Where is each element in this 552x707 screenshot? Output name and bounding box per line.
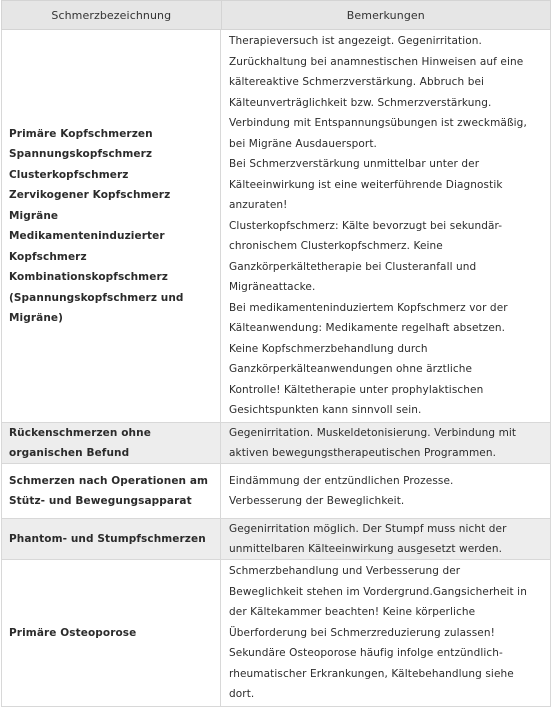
pain-name (9, 529, 206, 550)
pain-name-line: Medikamenteninduzierter (9, 230, 165, 242)
pain-name-line: Migräne (9, 209, 59, 222)
pain-name-line: Clusterkopfschmerz (9, 168, 129, 181)
remark-cell (221, 423, 550, 463)
pain-name-cell (2, 560, 221, 706)
remark-text (229, 471, 453, 512)
pain-name-line: Zervikogener Kopfschmerz (9, 189, 171, 201)
pain-name-line: Kopfschmerz (9, 250, 87, 263)
remark-line: kältereaktive Schmerzverstärkung. Abbruch bei (229, 76, 485, 89)
table-row (1, 560, 551, 707)
pain-name (9, 124, 184, 329)
remark-line: Gesichtspunkten kann sinnvoll sein. (229, 404, 422, 417)
remark-line: Ganzkörperkälteanwendungen ohne ärztliche (229, 363, 473, 376)
pain-name-line: Primäre Kopfschmerzen (9, 127, 153, 140)
remark-line: rheumatischer Erkrankungen, Kältebehandlung siehe (229, 667, 514, 680)
remark-line: Überforderung bei Schmerzreduzierung zulassen! (229, 626, 495, 639)
pain-name-cell (2, 464, 221, 518)
pain-name-cell (2, 519, 221, 559)
pain-table (1, 0, 551, 700)
remark-line: Kontrolle! Kältetherapie unter prophylaktischen (229, 383, 484, 396)
remark-line: Clusterkopfschmerz: Kälte bevorzugt bei sekundär- (229, 219, 503, 232)
remark-line: dort. (229, 688, 255, 701)
remark-line: Verbindung mit Entspannungsübungen ist zweckmäßig, (229, 117, 527, 130)
pain-name-line: organischen Befund (9, 447, 130, 459)
remark-line: Eindämmung der entzündlichen Prozesse. (229, 474, 454, 487)
pain-name (9, 423, 151, 464)
remark-line: chronischem Clusterkopfschmerz. Keine (229, 240, 443, 253)
pain-name-line: Spannungskopfschmerz (9, 148, 153, 160)
header-bemerkungen: Bemerkungen (222, 1, 551, 29)
remark-text (229, 561, 527, 705)
remark-line: aktiven bewegungstherapeutischen Programmen. (229, 447, 497, 459)
remark-line: Schmerzbehandlung und Verbesserung der (229, 565, 461, 578)
remark-line: Zurückhaltung bei anamnestischen Hinweisen auf eine (229, 55, 524, 68)
remark-line: Kälteeinwirkung ist eine weiterführende Diagnostik (229, 178, 503, 191)
remark-cell (221, 464, 550, 518)
pain-name-line: Primäre Osteoporose (9, 626, 137, 639)
remark-text (229, 519, 507, 560)
pain-name-line: Kombinationskopfschmerz (9, 271, 168, 283)
remark-line: Beweglichkeit stehen im Vordergrund.Gangsicherheit in (229, 585, 527, 598)
pain-name-line: Migräne) (9, 312, 64, 324)
remark-line: Sekundäre Osteoporose häufig infolge entzündlich- (229, 647, 503, 660)
pain-name (9, 471, 208, 512)
remark-line: Gegenirritation möglich. Der Stumpf muss nicht der (229, 522, 507, 535)
table-header (1, 0, 551, 30)
pain-name-line: (Spannungskopfschmerz und (9, 291, 184, 304)
remark-line: anzuraten! (229, 199, 288, 212)
pain-name (9, 623, 136, 644)
table-row (1, 519, 551, 560)
table-row (1, 464, 551, 519)
remark-line: Gegenirritation. Muskeldetonisierung. Verbindung mit (229, 426, 517, 439)
remark-line: Kälteanwendung: Medikamente regelhaft absetzen. (229, 322, 506, 335)
remark-cell (221, 560, 550, 706)
pain-name-line: Phantom- und Stumpfschmerzen (9, 532, 206, 545)
remark-line: Keine Kopfschmerzbehandlung durch (229, 342, 428, 355)
remark-text (229, 423, 516, 464)
table-row (1, 423, 551, 464)
remark-line: Bei medikamenteninduziertem Kopfschmerz vor der (229, 301, 508, 314)
table-body (1, 30, 551, 707)
pain-name-line: Schmerzen nach Operationen am (9, 474, 209, 487)
remark-line: unmittelbaren Kälteeinwirkung ausgesetzt werden. (229, 543, 503, 555)
pain-name-cell (2, 423, 221, 463)
remark-line: Migräneattacke. (229, 281, 316, 294)
remark-line: Kälteunverträglichkeit bzw. Schmerzverstärkung. (229, 96, 492, 109)
remark-line: Therapieversuch ist angezeigt. Gegenirritation. (229, 35, 482, 48)
header-schmerzbezeichnung: Schmerzbezeichnung (1, 1, 222, 29)
pain-name-cell (2, 30, 221, 422)
table-row (1, 30, 551, 423)
pain-name-line: Rückenschmerzen ohne (9, 426, 151, 439)
remark-line: Verbesserung der Beweglichkeit. (229, 495, 405, 507)
remark-cell (221, 519, 550, 559)
remark-cell (221, 30, 550, 422)
remark-line: Ganzkörperkältetherapie bei Clusteranfall und (229, 260, 477, 273)
remark-text (229, 31, 527, 421)
pain-name-line: Stütz- und Bewegungsapparat (9, 495, 192, 507)
remark-line: Bei Schmerzverstärkung unmittelbar unter der (229, 158, 480, 171)
remark-line: bei Migräne Ausdauersport. (229, 137, 377, 150)
remark-line: der Kältekammer beachten! Keine körperliche (229, 606, 476, 619)
